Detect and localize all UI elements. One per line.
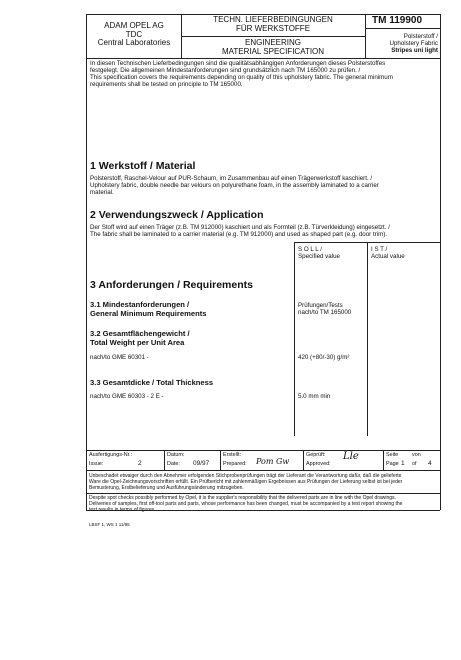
doc-border-bottom (86, 510, 440, 511)
footer-divider (164, 450, 165, 470)
section1-line: Upholstery fabric, double needle bar velours on polyurethane foam, in the assembly laminated to a carrier (90, 182, 379, 189)
section3-title: 3 Anforderungen / Requirements (90, 279, 253, 291)
section32-title (90, 330, 190, 347)
header-divider-2 (365, 14, 366, 58)
header-mid-rule (181, 36, 365, 37)
column-ist: I S T / (371, 246, 388, 253)
datum-label: Datum: (167, 452, 185, 458)
title-en (183, 39, 363, 56)
company-unit: TDC (125, 29, 143, 39)
section31-title-de: 3.1 Mindestanforderungen / (90, 300, 190, 309)
column-actual-header (371, 246, 405, 260)
issue-label: Issue: (89, 461, 104, 467)
geprueft-label: Geprüft: (306, 452, 326, 458)
footer-divider (303, 450, 304, 470)
section31-title-en: General Minimum Requirements (90, 308, 207, 318)
title-en-line1: ENGINEERING (244, 38, 301, 47)
material-line2: Upholstery Fabric (389, 40, 438, 47)
intro-line: This specification covers the requirements depending on quality of this upholstery fabric. The general minimum (90, 74, 393, 81)
section31-value-line2: nach/to TM 165000 (298, 309, 352, 316)
material-variant: Stripes uni light (391, 47, 438, 54)
section32-value: 420 (+80/-30) g/m² (298, 354, 350, 361)
date-value: 09/97 (193, 460, 210, 467)
von-label: von (412, 452, 421, 458)
section31-value-line1: Prüfungen/Tests (298, 302, 343, 309)
section2-text (90, 224, 438, 238)
section32-method: nach/to GME 60301 - (90, 354, 149, 361)
title-de (183, 16, 363, 33)
intro-paragraph (90, 60, 438, 88)
prepared-signature: Pom Gw (256, 457, 290, 466)
title-de-line2: FÜR WERKSTOFFE (235, 23, 311, 33)
company-name: ADAM OPEL AG (104, 21, 164, 30)
disclaimer-en-line: test results in terms of figures. (89, 507, 156, 514)
section32-title-de: 3.2 Gesamtflächengewicht / (90, 329, 190, 338)
disclaimer-de-line: Unbeschadet etwaiger durch den Abnehmer erfolgenden Stichprobenprüfungen trägt der Lieferant die Verantwortung dafür, daß die gelieferte (89, 473, 402, 479)
company-lab: Central Laboratories (97, 38, 171, 47)
material-name (368, 33, 438, 54)
issue-value: 2 (138, 460, 142, 467)
spec-number: TM 119900 (372, 15, 423, 26)
page-value: 1 (401, 460, 405, 467)
section33-value: 5.0 mm min (298, 393, 331, 400)
section2-title: 2 Verwendungszweck / Application (90, 209, 264, 221)
column-actual: Actual value (371, 253, 405, 260)
of-label: of (412, 461, 417, 467)
section1-text (90, 175, 438, 196)
column-specified-header (298, 246, 340, 260)
footer-bottom-rule (86, 470, 440, 471)
intro-line: festgelegt. Die allgemeinen Mindestanforderungen sind grundsätzlich nach TM 165000 zu prüfen. / (90, 67, 361, 74)
column-divider-actual (367, 242, 368, 436)
section1-line: material. (90, 189, 114, 196)
approved-signature: Lle (343, 451, 359, 462)
disclaimer-de (89, 473, 439, 492)
approved-label: Approved: (306, 461, 331, 467)
section33-title: 3.3 Gesamtdicke / Total Thickness (90, 378, 214, 387)
header-bottom-rule (86, 58, 440, 59)
section31-value (298, 302, 351, 316)
footer-top-rule (86, 450, 440, 451)
title-en-line2: MATERIAL SPECIFICATION (221, 46, 325, 56)
disclaimer-de-line: Bemusterung, Erstbelieferung und Ausführungsänderung mitzugeben. (89, 485, 244, 492)
page-label: Page (386, 461, 399, 467)
prepared-label: Prepared: (223, 461, 247, 467)
footer-divider (220, 450, 221, 470)
spec-number-rule (365, 28, 440, 29)
column-divider-specified (294, 242, 295, 436)
section33-method: nach/to GME 60303 - 2 E - (90, 393, 164, 400)
section1-title: 1 Werkstoff / Material (90, 160, 196, 172)
company-block (90, 22, 178, 48)
doc-border-right (440, 14, 441, 510)
section1-line: Polsterstoff, Raschel-Velour auf PUR-Schaum, im Zusammenbau auf einen Trägerwerkstoff kaschiert. / (90, 175, 373, 182)
erstellt-label: Erstellt: (223, 452, 241, 458)
section31-title (90, 301, 206, 318)
footer-divider (383, 450, 384, 470)
total-pages: 4 (428, 460, 432, 467)
ausfertigung-label: Ausfertigungs-Nr.: (89, 452, 133, 458)
disclaimer-de-line: Ware die Opel-Zeichnungsvorschriften erfüllt. Ein Prüfbericht mit zahlenmäßigen Ergebnissen aus Prüfungen der Lieferung selbst ist bei jeder (89, 479, 403, 486)
disclaimer-en-line: Despite spot checks possibly performed by Opel, it is the supplier's responsibility that the delivered parts are in line with the Opel drawings. (89, 495, 396, 501)
date-label: Date: (167, 461, 180, 467)
doc-border-left (86, 14, 87, 510)
column-specified: Specified value (298, 253, 340, 260)
disclaimer-separator (86, 493, 440, 494)
title-de-line1: TECHN. LIEFERBEDINGUNGEN (213, 15, 333, 24)
intro-line: requirements shall be tested on principle to TM 165000. (90, 81, 243, 88)
material-line1: Polsterstoff / (403, 33, 438, 40)
disclaimer-en-line: Deliveries of samples, first off-tool parts and parts, whose performance has been changed, must be accompanied by a test report showing the (89, 501, 403, 508)
column-soll: S O L L / (298, 246, 322, 253)
form-id: LBSF 1, WS 1 11/95 (89, 522, 130, 527)
seite-label: Seite (386, 452, 399, 458)
section2-line: The fabric shall be laminated to a carrier material (e.g. TM 912000) and used as shaped part (e.g. door trim). (90, 231, 388, 238)
intro-line: In diesen Technischen Lieferbedingungen sind die qualitätsabhängigen Anforderungen dieses Polsterstoffes (90, 60, 386, 67)
section2-line: Der Stoff wird auf einen Träger (z.B. TM 912000) kaschiert und als Formteil (z.B. Türverkleidung) eingesetzt. / (90, 224, 390, 231)
section32-title-en: Total Weight per Unit Area (90, 337, 185, 347)
